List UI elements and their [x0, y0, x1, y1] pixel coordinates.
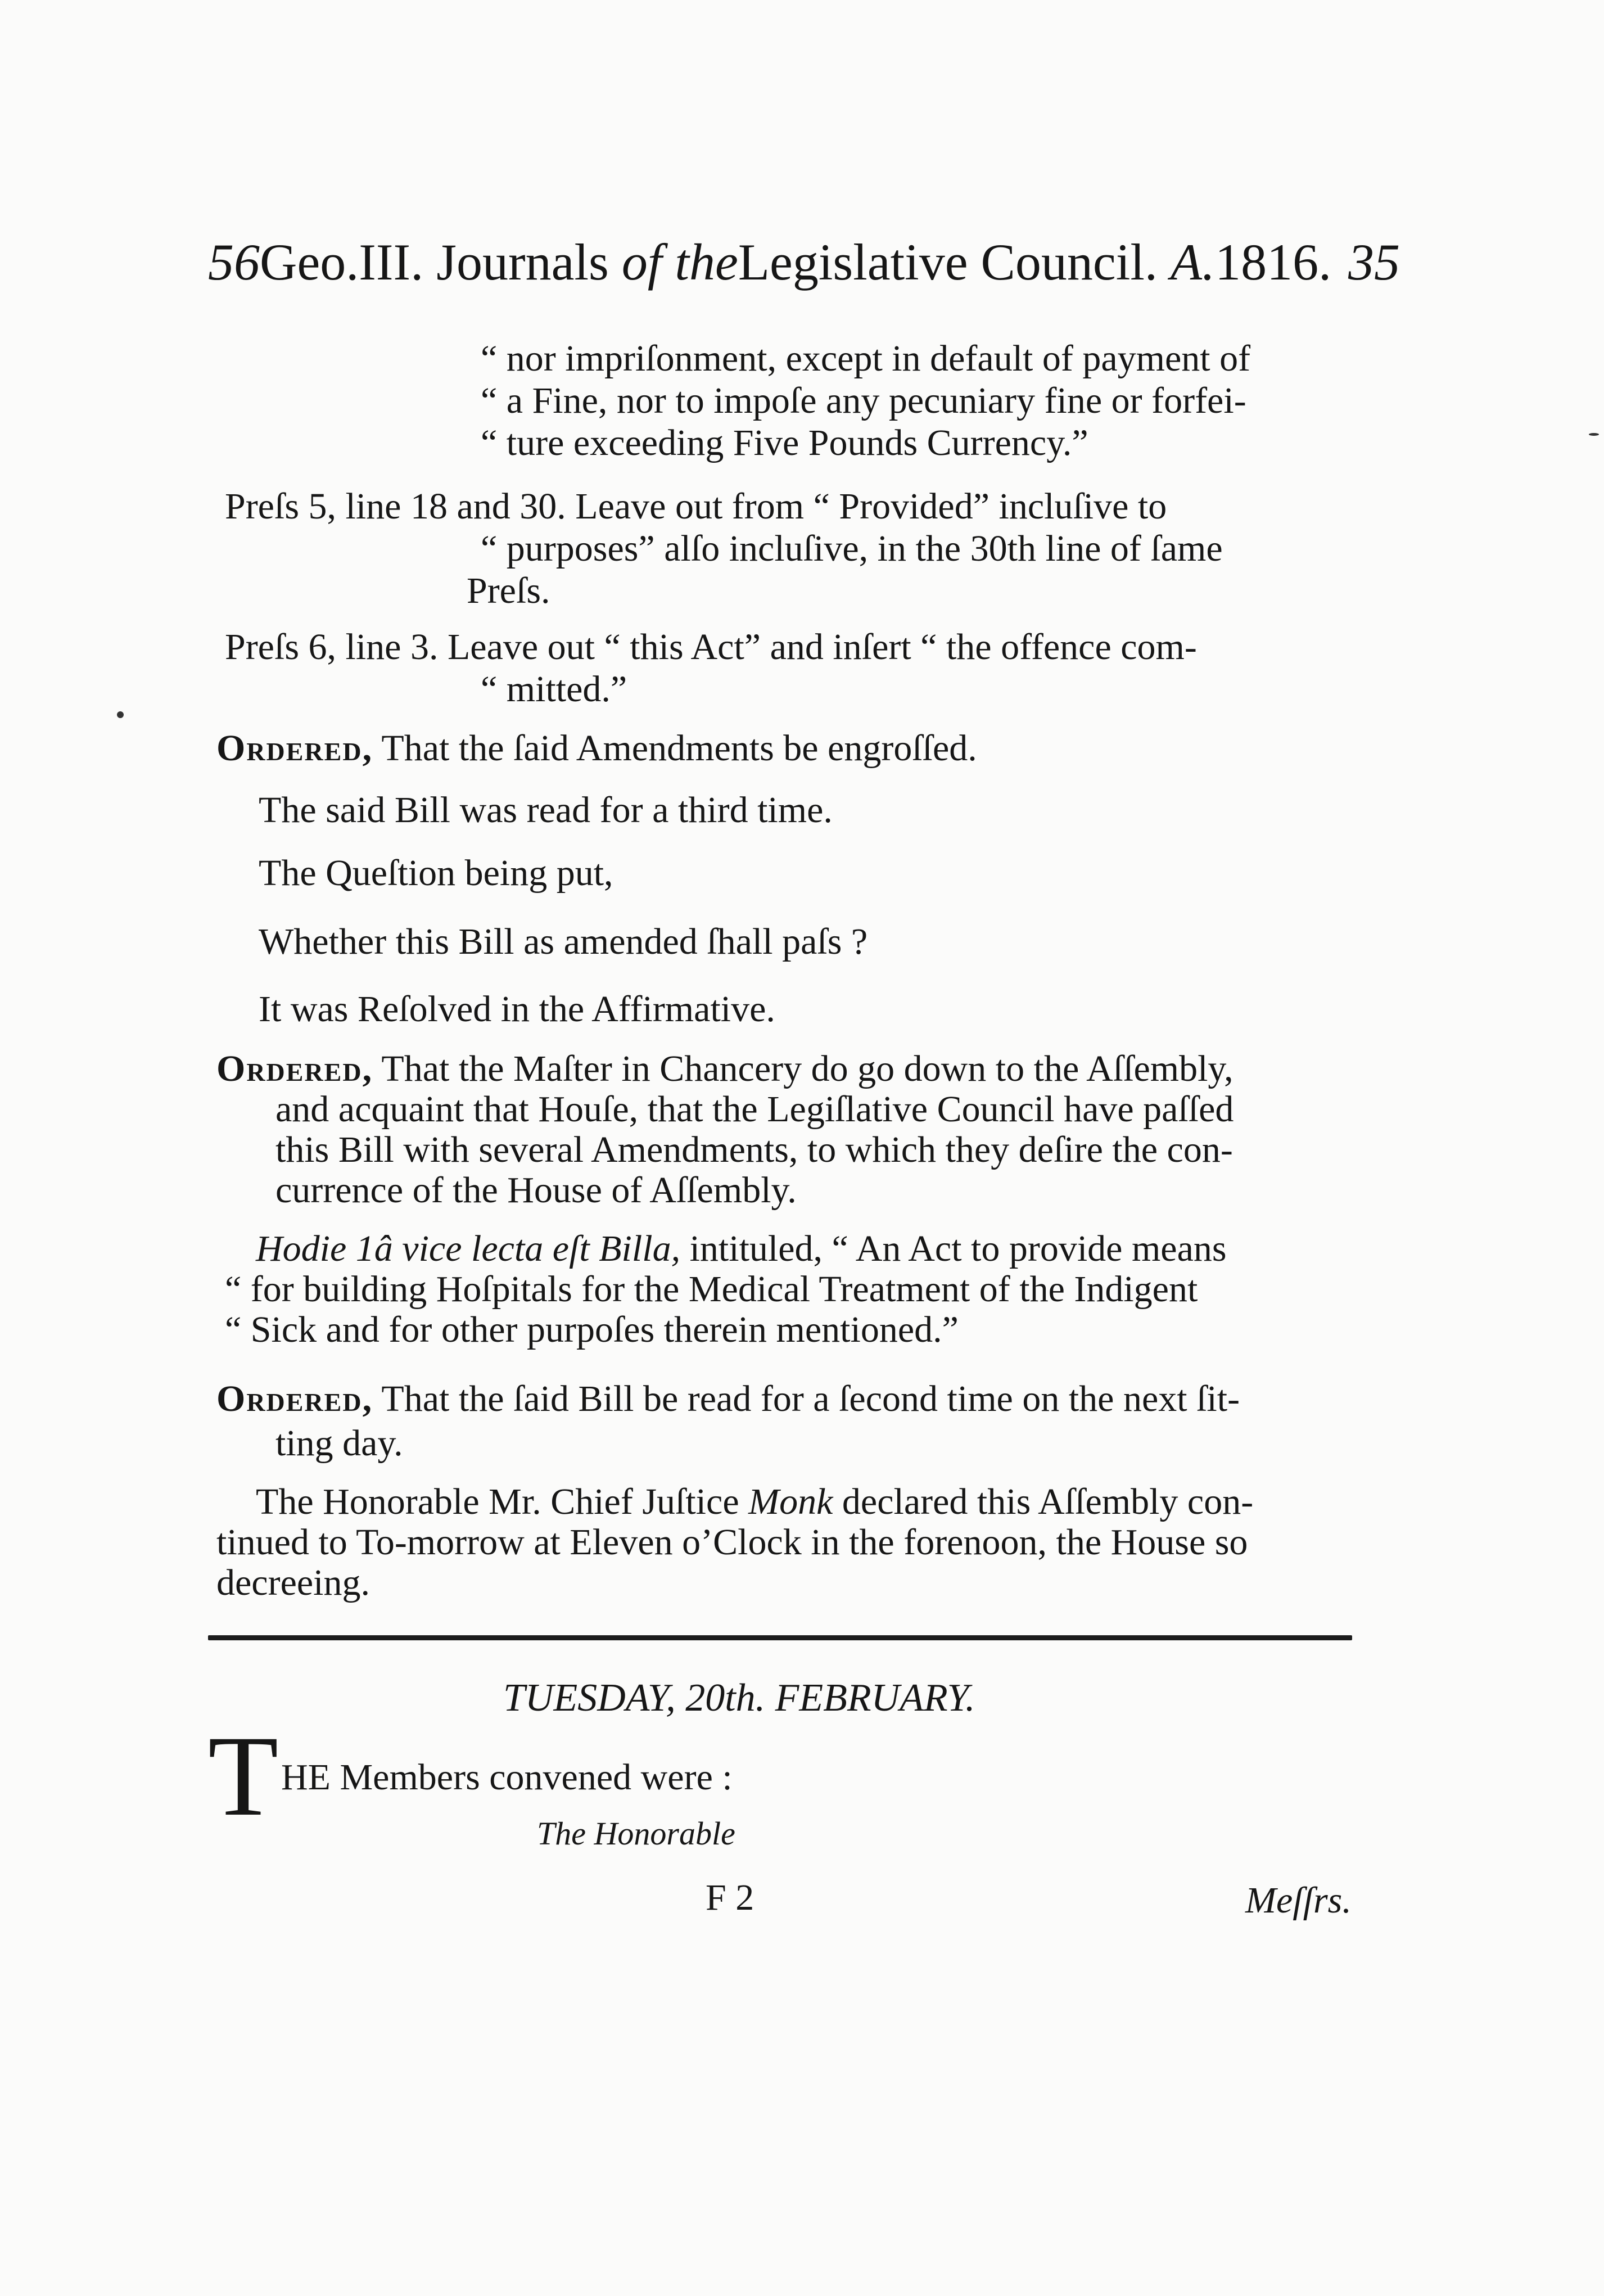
- text-segment: intituled, “ An Act to provide means: [680, 1228, 1227, 1269]
- header-regnal-year: 56: [208, 233, 260, 291]
- text-line: “ nor impriſonment, except in default of payment of: [481, 338, 1251, 379]
- text-line: [256, 1230, 1227, 1267]
- ink-speck: [117, 711, 124, 718]
- text-line: “ for building Hoſpitals for the Medical Treatment of the Indigent: [225, 1269, 1198, 1310]
- text-line: “ purposes” alſo incluſive, in the 30th line of ſame: [481, 528, 1223, 569]
- header-council: Legislative Council.: [738, 233, 1158, 291]
- ordered-label: Ordered,: [216, 1378, 373, 1419]
- text-line: ting day.: [275, 1423, 403, 1464]
- text-line: “ ture exceeding Five Pounds Currency.”: [481, 422, 1088, 463]
- text-line: [216, 730, 977, 767]
- text-line: [256, 1483, 1253, 1521]
- text-segment: That the ſaid Amendments be engroſſed.: [381, 728, 977, 769]
- text-line: Whether this Bill as amended ſhall paſs ?: [259, 921, 868, 962]
- header-geo: Geo.: [260, 233, 359, 291]
- text-line: this Bill with several Amendments, to which they deſire the con-: [275, 1129, 1233, 1170]
- text-line: Preſs.: [467, 570, 550, 611]
- text-line: tinued to To-morrow at Eleven o’Clock in the forenoon, the House so: [216, 1522, 1248, 1563]
- text-line: It was Reſolved in the Affirmative.: [259, 989, 775, 1030]
- drop-cap: T: [208, 1712, 279, 1840]
- text-segment: The Honorable Mr. Chief Juſtice: [256, 1481, 749, 1522]
- section-rule: [208, 1635, 1352, 1640]
- ordered-label: Ordered,: [216, 728, 373, 769]
- ink-speck: [1589, 433, 1599, 436]
- text-line: [216, 1378, 1240, 1419]
- text-line: decreeing.: [216, 1562, 370, 1603]
- latin-formula: Hodie 1â vice lecta eſt Billa,: [256, 1228, 681, 1269]
- signature-mark: F 2: [706, 1877, 754, 1918]
- date-heading: TUESDAY, 20th. FEBRUARY.: [503, 1676, 975, 1720]
- text-segment: That the ſaid Bill be read for a ſecond time on the next ſit-: [381, 1378, 1240, 1419]
- text-segment: That the Maſter in Chancery do go down to the Aſſembly,: [381, 1048, 1234, 1089]
- text-line: Preſs 5, line 18 and 30. Leave out from “ Provided” incluſive to: [225, 486, 1167, 527]
- page-number: 35: [1348, 233, 1400, 291]
- text-line: The said Bill was read for a third time.: [259, 790, 833, 831]
- header-journals: Journals: [436, 233, 609, 291]
- text-line: currence of the House of Aſſembly.: [275, 1170, 797, 1211]
- header-of-the: of the: [621, 233, 738, 291]
- proper-name: Monk: [748, 1481, 833, 1522]
- text-segment: declared this Aſſembly con-: [833, 1481, 1254, 1522]
- running-header: [208, 233, 1400, 291]
- text-line: “ mitted.”: [481, 669, 627, 710]
- honorable-line: The Honorable: [537, 1815, 735, 1852]
- ordered-label: Ordered,: [216, 1048, 373, 1089]
- text-line: Preſs 6, line 3. Leave out “ this Act” and inſert “ the offence com-: [225, 626, 1197, 667]
- text-line: [216, 1050, 1234, 1088]
- header-regnal-numeral: III.: [359, 233, 424, 291]
- members-line: HE Members convened were :: [281, 1757, 733, 1798]
- text-line: and acquaint that Houſe, that the Legiſlative Council have paſſed: [275, 1089, 1234, 1130]
- catchword: Meſſrs.: [1245, 1880, 1352, 1921]
- text-line: The Queſtion being put,: [259, 852, 613, 894]
- header-anno: A.: [1170, 233, 1216, 291]
- text-line: “ Sick and for other purpoſes therein mentioned.”: [225, 1309, 959, 1350]
- header-year: 1816.: [1215, 233, 1332, 291]
- text-line: “ a Fine, nor to impoſe any pecuniary fine or forfei-: [481, 380, 1246, 421]
